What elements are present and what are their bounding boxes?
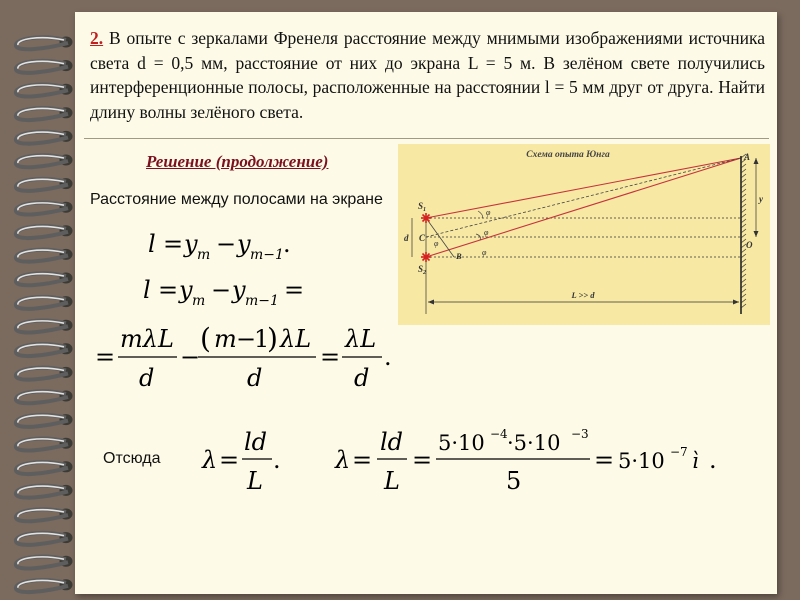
svg-text:m: m [214, 325, 237, 353]
svg-text:d: d [247, 364, 263, 392]
svg-text:m: m [192, 293, 206, 309]
svg-text:−4: −4 [490, 427, 508, 441]
svg-text:λL: λL [280, 325, 312, 353]
svg-text:−: − [236, 325, 257, 353]
hence-label: Отсюда [103, 450, 161, 467]
diagram-title: Схема опыта Юнга [526, 150, 610, 160]
svg-text:L: L [247, 467, 263, 495]
equation-1 [148, 230, 291, 263]
svg-text:=: = [163, 230, 184, 258]
svg-text:=: = [352, 446, 373, 474]
b-label: B [456, 251, 462, 261]
a-label: A [744, 152, 751, 162]
distance-label: L >> d [571, 290, 595, 300]
y-label: y [759, 194, 763, 204]
svg-text:.: . [709, 446, 717, 474]
svg-text:mλL: mλL [120, 325, 174, 353]
svg-text:(: ( [200, 322, 211, 355]
svg-text:y: y [179, 276, 193, 304]
svg-text:l: l [143, 276, 151, 304]
svg-text:d: d [354, 364, 370, 392]
svg-text:5: 5 [506, 467, 522, 495]
svg-text:ld: ld [380, 428, 404, 456]
svg-text:y: y [237, 230, 251, 258]
problem-text: В опыте с зеркалами Френеля расстояние между мнимыми изображениями источника света d = 0,5 мм, расстояние от них до экрана L = 5 м. В зелёном свете получились интерференционные полосы, расположенные на расстоянии l = 5 мм друг от друга. Найти длину волны зелёного света. [90, 28, 766, 122]
svg-text:−3: −3 [571, 427, 589, 441]
svg-text:=: = [594, 446, 615, 474]
svg-text:L: L [384, 467, 400, 495]
svg-text:=: = [219, 446, 240, 474]
solution-text: Расстояние между полосами на экране [90, 191, 383, 208]
c-label: C [419, 233, 426, 243]
svg-text:λ: λ [335, 446, 351, 474]
solution-title: Решение (продолжение) [146, 152, 329, 171]
phi-label-1: φ [486, 208, 491, 217]
svg-text:=: = [284, 276, 305, 304]
svg-text:y: y [232, 276, 246, 304]
svg-text:d: d [139, 364, 155, 392]
phi-label-4: φ [482, 248, 487, 257]
svg-text:λ: λ [202, 446, 218, 474]
svg-text:−7: −7 [670, 445, 688, 459]
svg-text:.: . [283, 230, 291, 258]
svg-text:ì: ì [692, 449, 699, 473]
phi-label-3: φ [434, 239, 439, 248]
s1-label: $S_1$ [418, 201, 427, 213]
svg-text:m−1: m−1 [245, 293, 279, 309]
svg-text:.: . [384, 343, 392, 371]
o-label: O [746, 240, 753, 250]
svg-text:=: = [412, 446, 433, 474]
svg-text:λL: λL [345, 325, 377, 353]
svg-text:=: = [95, 343, 116, 371]
svg-text:m−1: m−1 [250, 247, 284, 263]
svg-text:=: = [158, 276, 179, 304]
svg-text:m: m [197, 247, 211, 263]
equation-3 [95, 322, 392, 392]
svg-text:5·10: 5·10 [438, 431, 485, 455]
equation-4 [201, 428, 281, 495]
s2-label: $S_2$ [418, 264, 427, 276]
d-label: d [404, 233, 409, 243]
phi-label-2: φ [484, 228, 489, 237]
problem-number: 2. [90, 28, 104, 48]
svg-text:1: 1 [254, 325, 270, 353]
equation-2 [143, 276, 304, 309]
svg-text:−: − [216, 230, 237, 258]
svg-text:): ) [267, 322, 278, 355]
equation-5 [334, 427, 717, 495]
svg-text:−: − [180, 343, 201, 371]
svg-text:=: = [320, 343, 341, 371]
svg-text:·5·10: ·5·10 [507, 431, 561, 455]
svg-text:ld: ld [244, 428, 268, 456]
svg-text:−: − [211, 276, 232, 304]
svg-text:.: . [273, 446, 281, 474]
svg-text:y: y [184, 230, 198, 258]
svg-text:5·10: 5·10 [618, 449, 665, 473]
svg-text:l: l [148, 230, 156, 258]
